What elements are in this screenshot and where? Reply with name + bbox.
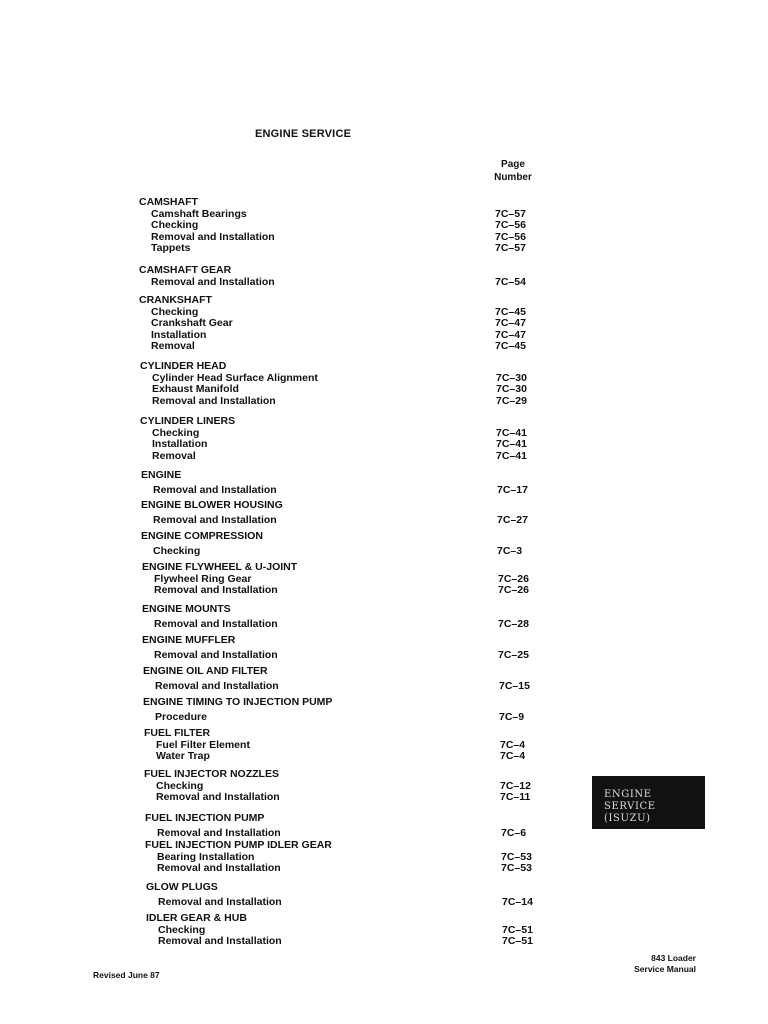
toc-entry-label: Removal and Installation <box>157 862 281 874</box>
toc-section-title: FUEL INJECTION PUMP IDLER GEAR <box>145 839 332 851</box>
toc-entry-page: 7C–30 <box>496 383 527 395</box>
toc-section-title: ENGINE MUFFLER <box>142 634 236 646</box>
toc-entry-label: Procedure <box>155 710 207 723</box>
toc-section-title: CYLINDER LINERS <box>140 415 236 427</box>
toc-section <box>141 500 553 526</box>
toc-entry-label-wrap <box>157 828 283 840</box>
toc-entry <box>145 828 557 840</box>
toc-section-title: ENGINE COMPRESSION <box>141 530 263 542</box>
toc-section <box>139 295 551 353</box>
toc-entry <box>139 341 551 353</box>
toc-entry-label: Checking <box>151 219 199 231</box>
toc-entry-label: Removal and Installation <box>158 935 282 947</box>
toc-section-title: FUEL FILTER <box>144 727 211 739</box>
toc-entry <box>141 546 553 558</box>
toc-section <box>146 913 558 948</box>
toc-section-title: FUEL INJECTOR NOZZLES <box>144 768 279 780</box>
toc-entry-label: Removal and Installation <box>153 483 277 496</box>
toc-entry <box>146 897 558 909</box>
toc-entry-page: 7C–41 <box>496 449 527 462</box>
toc-entry-page: 7C–47 <box>495 328 526 341</box>
toc-entry-label: Removal and Installation <box>151 230 275 243</box>
section-tab-line2: (ISUZU) <box>604 813 651 824</box>
toc-entry-label-wrap <box>155 681 281 693</box>
toc-section <box>139 265 551 288</box>
toc-section-title: FUEL INJECTION PUMP <box>145 812 265 824</box>
toc-entry-label: Bearing Installation <box>157 850 255 863</box>
toc-entry-page: 7C–57 <box>495 207 526 220</box>
toc-entry-label-wrap <box>153 485 279 497</box>
manual-title <box>604 953 696 975</box>
toc-entry-label-wrap <box>151 318 235 330</box>
toc-entry-label: Checking <box>156 779 204 792</box>
toc-entry-page: 7C–27 <box>497 513 528 526</box>
toc-entry-label: Flywheel Ring Gear <box>154 572 252 585</box>
toc-entry-label-wrap <box>151 277 277 289</box>
toc-entry <box>142 619 554 631</box>
toc-entry <box>142 650 554 662</box>
toc-section <box>145 813 557 839</box>
toc-section <box>143 666 555 692</box>
toc-entry-page: 7C–26 <box>498 584 529 596</box>
section-tab-line1: ENGINE SERVICE <box>604 789 656 812</box>
toc-entry <box>139 220 551 232</box>
toc-entry <box>140 439 552 451</box>
toc-entry-label-wrap <box>157 863 283 875</box>
toc-entry-page: 7C–57 <box>495 242 526 254</box>
toc-entry-label-wrap <box>151 341 197 353</box>
toc-section <box>140 361 552 407</box>
toc-entry-label-wrap <box>153 546 202 558</box>
toc-entry-page: 7C–53 <box>501 862 532 874</box>
toc-entry-page: 7C–30 <box>496 371 527 384</box>
page-number-column-header <box>478 158 548 184</box>
toc-entry-page: 7C–9 <box>499 710 525 723</box>
toc-section-title: CYLINDER HEAD <box>140 360 227 372</box>
toc-section <box>140 416 552 462</box>
toc-entry-label-wrap <box>152 439 209 451</box>
toc-entry-page: 7C–54 <box>495 275 526 288</box>
toc-entry-label: Fuel Filter Element <box>156 738 250 751</box>
toc-section-title: CRANKSHAFT <box>139 294 212 306</box>
toc-section <box>141 470 553 496</box>
toc-entry <box>144 751 556 763</box>
toc-entry-page: 7C–4 <box>500 750 526 762</box>
toc-entry-page: 7C–3 <box>497 544 523 557</box>
toc-entry-label-wrap <box>154 619 280 631</box>
toc-section-title: ENGINE BLOWER HOUSING <box>141 499 283 511</box>
toc-entry <box>141 485 553 497</box>
toc-entry <box>143 681 555 693</box>
toc-entry-page: 7C–51 <box>502 935 533 947</box>
toc-section-title: GLOW PLUGS <box>146 881 218 893</box>
toc-section-title: CAMSHAFT <box>139 196 198 208</box>
toc-entry-label: Tappets <box>151 242 191 254</box>
page-header-line2: Number <box>494 172 532 183</box>
manual-title-line2: Service Manual <box>634 964 696 974</box>
toc-section <box>142 604 554 630</box>
toc-section <box>146 882 558 908</box>
toc-entry <box>139 232 551 244</box>
toc-entry-page: 7C–47 <box>495 317 526 329</box>
toc-section-title: ENGINE FLYWHEEL & U-JOINT <box>142 561 298 573</box>
toc-entry-page: 7C–26 <box>498 572 529 585</box>
toc-entry <box>140 451 552 463</box>
toc-entry-label-wrap <box>154 585 280 597</box>
toc-section <box>145 840 557 875</box>
toc-entry <box>139 209 551 221</box>
toc-entry-label: Removal and Installation <box>155 679 279 692</box>
toc-entry-label: Checking <box>153 544 201 557</box>
toc-entry <box>142 585 554 597</box>
toc-entry-label: Removal and Installation <box>152 394 276 407</box>
toc-entry-label-wrap <box>158 897 284 909</box>
toc-entry <box>141 515 553 527</box>
toc-section <box>144 769 556 804</box>
toc-entry-page: 7C–53 <box>501 850 532 863</box>
toc-entry-page: 7C–12 <box>500 779 531 792</box>
toc-entry-label-wrap <box>151 243 192 255</box>
toc-entry-label: Exhaust Manifold <box>152 383 239 395</box>
toc-entry-page: 7C–45 <box>495 340 526 352</box>
toc-entry-page: 7C–4 <box>500 738 526 751</box>
toc-entry <box>145 863 557 875</box>
toc-section <box>142 635 554 661</box>
toc-entry-label: Checking <box>158 923 206 936</box>
toc-entry-label: Cylinder Head Surface Alignment <box>152 371 318 384</box>
toc-section <box>144 728 556 763</box>
toc-entry-label-wrap <box>151 220 200 232</box>
toc-entry-page: 7C–14 <box>502 895 533 908</box>
toc-entry <box>144 792 556 804</box>
toc-entry-label: Checking <box>151 305 199 318</box>
section-tab <box>592 776 705 829</box>
page-title: ENGINE SERVICE <box>255 128 352 140</box>
toc-entry-page: 7C–15 <box>499 679 530 692</box>
toc-entry-label: Removal and Installation <box>156 791 280 803</box>
toc-entry-page: 7C–28 <box>498 617 529 630</box>
toc-entry-label: Camshaft Bearings <box>151 207 247 220</box>
toc-section <box>143 697 555 723</box>
toc-section-title: ENGINE MOUNTS <box>142 603 231 615</box>
toc-section-title: ENGINE TIMING TO INJECTION PUMP <box>143 696 333 708</box>
toc-entry-label: Installation <box>152 438 208 450</box>
toc-entry-page: 7C–11 <box>500 791 531 803</box>
toc-entry-label: Installation <box>151 328 207 341</box>
toc-entry-label-wrap <box>156 751 212 763</box>
toc-section-title: ENGINE <box>141 469 182 481</box>
toc-entry-page: 7C–17 <box>497 483 528 496</box>
manual-title-line1: 843 Loader <box>651 953 696 963</box>
toc-entry-page: 7C–6 <box>501 826 527 839</box>
toc-entry-label: Removal and Installation <box>151 275 275 288</box>
toc-entry <box>139 243 551 255</box>
toc-entry <box>140 396 552 408</box>
toc-entry-page: 7C–41 <box>496 426 527 439</box>
toc-entry-page: 7C–29 <box>496 394 527 407</box>
toc-entry-label: Removal and Installation <box>154 584 278 596</box>
toc-entry-label-wrap <box>152 396 278 408</box>
toc-entry-label: Removal and Installation <box>154 617 278 630</box>
toc-entry-label-wrap <box>156 792 282 804</box>
toc-entry-label-wrap <box>153 515 279 527</box>
toc-entry <box>146 936 558 948</box>
toc-entry-label: Removal <box>152 449 196 462</box>
toc-entry-label-wrap <box>155 712 209 724</box>
toc-entry-label: Removal <box>151 340 195 352</box>
toc-entry-page: 7C–56 <box>495 219 526 231</box>
toc-entry-label: Removal and Installation <box>158 895 282 908</box>
toc-entry-page: 7C–56 <box>495 230 526 243</box>
toc-entry <box>139 318 551 330</box>
revision-note: Revised June 87 <box>93 970 160 980</box>
toc-entry-label-wrap <box>154 650 280 662</box>
toc-entry-label-wrap <box>158 936 284 948</box>
toc-entry <box>139 277 551 289</box>
toc-section-title: IDLER GEAR & HUB <box>146 912 247 924</box>
toc-entry-label: Water Trap <box>156 750 210 762</box>
toc-section-title: ENGINE OIL AND FILTER <box>143 665 268 677</box>
toc-entry-label: Removal and Installation <box>154 648 278 661</box>
toc-section <box>139 197 551 255</box>
toc-entry <box>143 712 555 724</box>
toc-entry <box>139 330 551 342</box>
toc-section <box>142 562 554 597</box>
toc-entry-page: 7C–51 <box>502 923 533 936</box>
toc-entry-page: 7C–41 <box>496 438 527 450</box>
toc-entry-page: 7C–25 <box>498 648 529 661</box>
page-header-line1: Page <box>501 159 525 170</box>
toc-section <box>141 531 553 557</box>
toc-entry-label: Crankshaft Gear <box>151 317 233 329</box>
toc-entry-label: Checking <box>152 426 200 439</box>
toc-entry-page: 7C–45 <box>495 305 526 318</box>
toc-entry-label: Removal and Installation <box>153 513 277 526</box>
toc-entry-label-wrap <box>152 384 241 396</box>
toc-entry-label-wrap <box>152 451 198 463</box>
toc-entry-label: Removal and Installation <box>157 826 281 839</box>
toc-section-title: CAMSHAFT GEAR <box>139 264 232 276</box>
toc-entry <box>140 384 552 396</box>
